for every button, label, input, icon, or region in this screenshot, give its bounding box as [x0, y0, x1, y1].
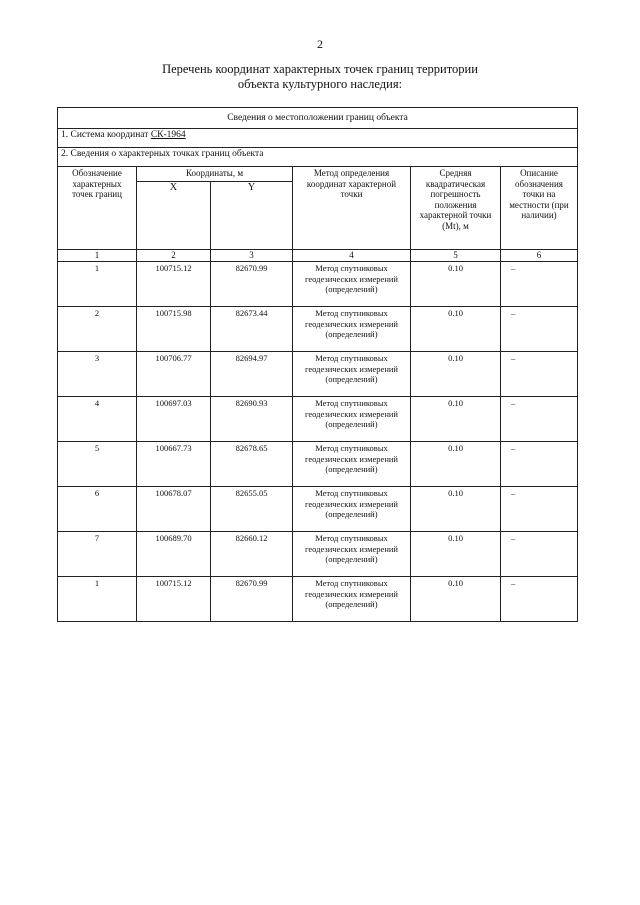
method-cell: Метод спутниковых геодезических измерений (определений)	[293, 577, 411, 622]
description-cell: –	[501, 442, 578, 487]
col-header-accuracy: Средняя квадратическая погрешность положения характерной точки (Mt), м	[411, 167, 501, 250]
table-row	[58, 532, 578, 577]
point-cell: 1	[58, 262, 137, 307]
y-coordinate-cell: 82655.05	[211, 487, 293, 532]
method-cell: Метод спутниковых геодезических измерений (определений)	[293, 262, 411, 307]
table-row	[58, 262, 578, 307]
y-coordinate-cell: 82694.97	[211, 352, 293, 397]
coord-system-row	[58, 129, 578, 148]
y-coordinate-cell: 82670.99	[211, 577, 293, 622]
method-cell: Метод спутниковых геодезических измерений (определений)	[293, 352, 411, 397]
accuracy-cell: 0.10	[411, 352, 501, 397]
accuracy-cell: 0.10	[411, 442, 501, 487]
description-cell: –	[501, 487, 578, 532]
point-cell: 2	[58, 307, 137, 352]
method-cell: Метод спутниковых геодезических измерений (определений)	[293, 397, 411, 442]
accuracy-cell: 0.10	[411, 397, 501, 442]
col-header-method: Метод определения координат характерной точки	[293, 167, 411, 250]
col-header-x: X	[137, 182, 211, 250]
x-coordinate-cell: 100689.70	[137, 532, 211, 577]
point-cell: 5	[58, 442, 137, 487]
table-main-header: Сведения о местоположении границ объекта	[58, 108, 578, 129]
column-number: 4	[293, 250, 411, 262]
accuracy-cell: 0.10	[411, 487, 501, 532]
column-numbers-row	[58, 250, 578, 262]
col-header-designation: Обозначение характерных точек границ	[58, 167, 137, 250]
y-coordinate-cell: 82660.12	[211, 532, 293, 577]
method-cell: Метод спутниковых геодезических измерений (определений)	[293, 307, 411, 352]
accuracy-cell: 0.10	[411, 532, 501, 577]
description-cell: –	[501, 532, 578, 577]
col-header-coordinates: Координаты, м	[137, 167, 293, 182]
point-cell: 4	[58, 397, 137, 442]
column-number: 2	[137, 250, 211, 262]
y-coordinate-cell: 82673.44	[211, 307, 293, 352]
x-coordinate-cell: 100715.12	[137, 262, 211, 307]
description-cell: –	[501, 262, 578, 307]
accuracy-cell: 0.10	[411, 262, 501, 307]
col-header-y: Y	[211, 182, 293, 250]
accuracy-cell: 0.10	[411, 307, 501, 352]
document-title	[0, 62, 640, 92]
x-coordinate-cell: 100706.77	[137, 352, 211, 397]
description-cell: –	[501, 352, 578, 397]
point-cell: 7	[58, 532, 137, 577]
points-section-row: 2. Сведения о характерных точках границ объекта	[58, 148, 578, 167]
coord-system-value: СК-1964	[150, 130, 186, 140]
y-coordinate-cell: 82678.65	[211, 442, 293, 487]
page-number: 2	[317, 37, 323, 51]
accuracy-cell: 0.10	[411, 577, 501, 622]
table-row	[58, 307, 578, 352]
y-coordinate-cell: 82670.99	[211, 262, 293, 307]
col-header-description: Описание обозначения точки на местности (при наличии)	[501, 167, 578, 250]
column-number: 6	[501, 250, 578, 262]
table-row	[58, 487, 578, 532]
point-cell: 3	[58, 352, 137, 397]
description-cell: –	[501, 577, 578, 622]
column-number: 5	[411, 250, 501, 262]
coord-system-label: 1. Система координат	[61, 130, 151, 140]
x-coordinate-cell: 100667.73	[137, 442, 211, 487]
table-row	[58, 397, 578, 442]
method-cell: Метод спутниковых геодезических измерений (определений)	[293, 487, 411, 532]
table-row	[58, 442, 578, 487]
description-cell: –	[501, 397, 578, 442]
x-coordinate-cell: 100678.07	[137, 487, 211, 532]
title-line-2: объекта культурного наследия:	[237, 77, 403, 91]
method-cell: Метод спутниковых геодезических измерений (определений)	[293, 532, 411, 577]
method-cell: Метод спутниковых геодезических измерений (определений)	[293, 442, 411, 487]
x-coordinate-cell: 100715.98	[137, 307, 211, 352]
table-row	[58, 577, 578, 622]
description-cell: –	[501, 307, 578, 352]
column-number: 1	[58, 250, 137, 262]
x-coordinate-cell: 100715.12	[137, 577, 211, 622]
title-line-1: Перечень координат характерных точек границ территории	[162, 62, 478, 76]
x-coordinate-cell: 100697.03	[137, 397, 211, 442]
y-coordinate-cell: 82690.93	[211, 397, 293, 442]
coordinates-table	[57, 107, 578, 622]
point-cell: 1	[58, 577, 137, 622]
column-number: 3	[211, 250, 293, 262]
point-cell: 6	[58, 487, 137, 532]
table-row	[58, 352, 578, 397]
